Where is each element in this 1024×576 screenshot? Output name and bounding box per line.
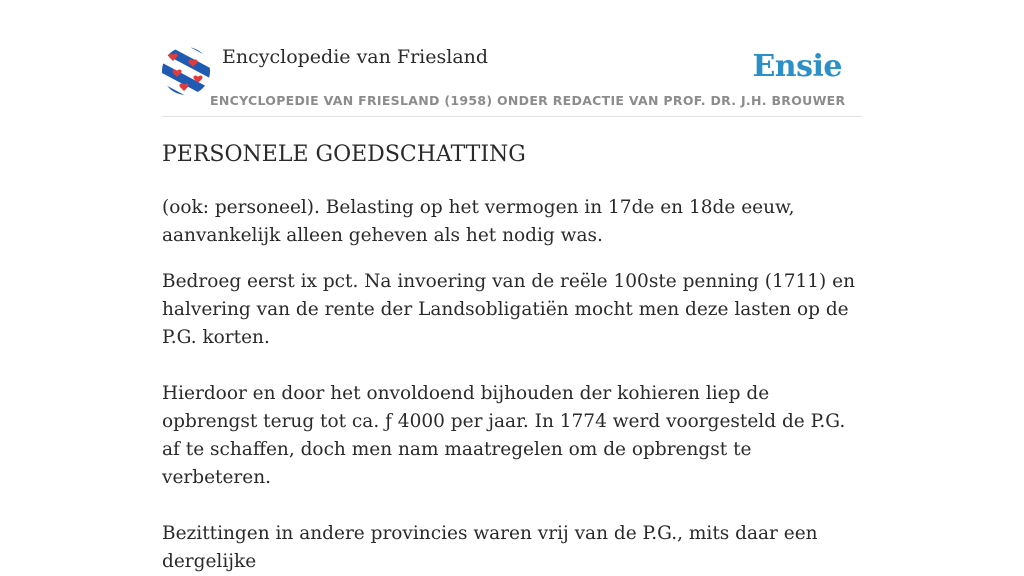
site-header	[162, 44, 862, 117]
article-title: PERSONELE GOEDSCHATTING	[162, 142, 526, 167]
article-paragraph: Bezittingen in andere provincies waren vrij van de P.G., mits daar een dergelijke	[162, 523, 818, 572]
article-paragraph: Hierdoor en door het onvoldoend bijhouden der kohieren liep de opbrengst terug tot ca. ƒ 4000 per jaar. In 1774 werd voorgesteld de P.G. af te schaffen, doch men nam maatregelen om de opbrengst te verbeteren.	[162, 383, 846, 488]
frisian-flag-icon[interactable]	[162, 47, 210, 95]
article	[162, 139, 862, 576]
site-title[interactable]: Encyclopedie van Friesland	[222, 46, 489, 68]
article-paragraph: Bedroeg eerst ix pct. Na invoering van de reële 100ste penning (1711) en halvering van de rente der Landsobligatiën mocht men deze lasten op de P.G. korten.	[162, 271, 856, 348]
article-paragraph: (ook: personeel). Belasting op het vermogen in 17de en 18de eeuw, aanvankelijk alleen geheven als het nodig was.	[162, 197, 795, 246]
site-subtitle: ENCYCLOPEDIE VAN FRIESLAND (1958) ONDER REDACTIE VAN PROF. DR. J.H. BROUWER	[210, 93, 846, 108]
ensie-brand-logo[interactable]: Ensie	[752, 49, 842, 84]
